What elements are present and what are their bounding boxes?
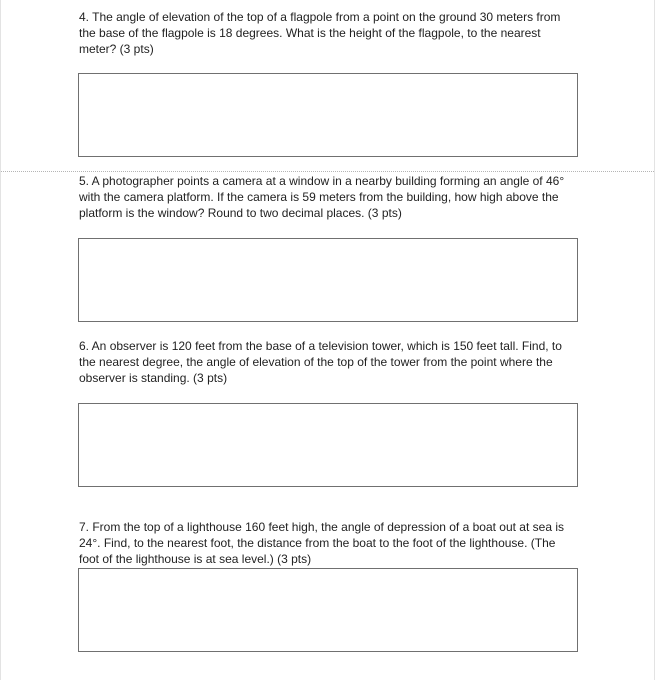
question-6-text: 6. An observer is 120 feet from the base of a television tower, which is 150 feet tall. Find, to the nearest degree, the angle of elevation of the top of the tower from the point where the observer is standing. (3 pts) [79,339,562,385]
question-6-answer-box[interactable] [78,403,578,487]
question-7-answer-box[interactable] [78,568,578,652]
question-7-text: 7. From the top of a lighthouse 160 feet high, the angle of depression of a boat out at sea is 24°. Find, to the nearest foot, the distance from the boat to the foot of the lighthouse. (The foot of the lighthouse is at sea level.) (3 pts) [79,520,564,566]
question-5-text: 5. A photographer points a camera at a window in a nearby building forming an angle of 46° with the camera platform. If the camera is 59 meters from the building, how high above the platform is the window? Round to two decimal places. (3 pts) [79,174,565,220]
page-break-divider [1,171,655,172]
question-4-answer-box[interactable] [78,73,578,157]
question-5-answer-box[interactable] [78,238,578,322]
question-4-text: 4. The angle of elevation of the top of a flagpole from a point on the ground 30 meters from the base of the flagpole is 18 degrees. What is the height of the flagpole, to the nearest meter? (3 pts) [79,10,561,56]
